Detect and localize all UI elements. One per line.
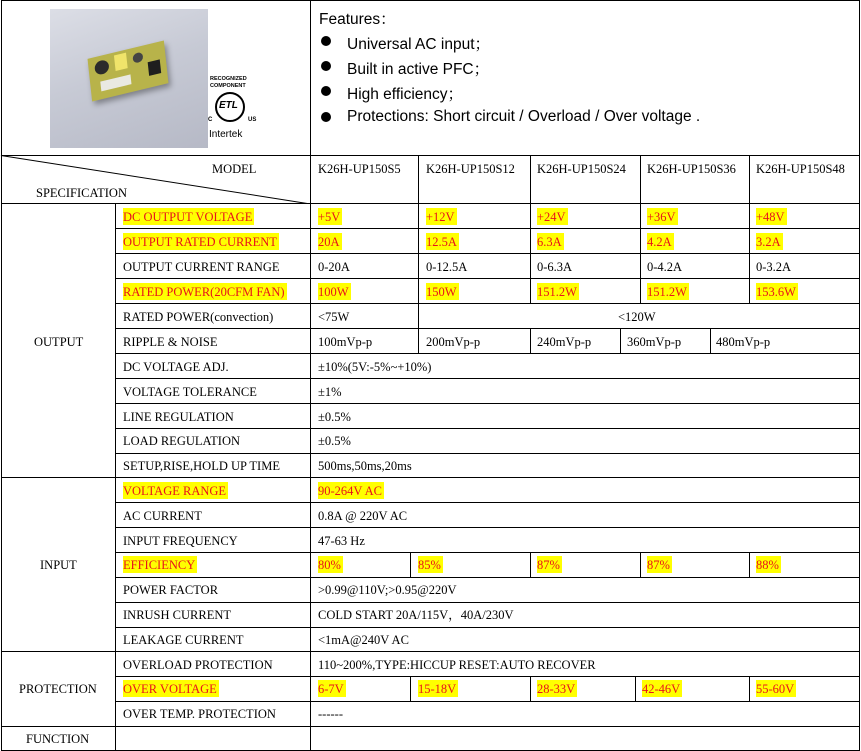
efficiency-value: 87%	[647, 558, 670, 572]
model-name: K26H-UP150S5	[318, 162, 401, 176]
model-name: K26H-UP150S12	[426, 162, 515, 176]
grid-line	[115, 453, 859, 454]
rated-power-fan-label: RATED POWER(20CFM FAN)	[123, 285, 285, 299]
grid-line	[1, 0, 2, 751]
voltage-tolerance-label: VOLTAGE TOLERANCE	[123, 385, 257, 399]
grid-line	[115, 428, 859, 429]
output-current-range-value: 0-6.3A	[537, 260, 573, 274]
grid-line	[418, 155, 419, 303]
over-voltage-label: OVER VOLTAGE	[123, 682, 217, 696]
etl-certification-mark	[208, 76, 258, 146]
value-cell	[318, 484, 384, 498]
value-cell	[318, 285, 351, 299]
grid-line	[635, 676, 636, 701]
output-current-range-value: 0-20A	[318, 260, 350, 274]
output-current-range-value: 0-12.5A	[426, 260, 468, 274]
row-label	[123, 558, 197, 572]
overload-protection-value: 110~200%,TYPE:HICCUP RESET:AUTO RECOVER	[318, 658, 596, 672]
value-cell	[426, 210, 457, 224]
power-factor-label: POWER FACTOR	[123, 583, 219, 597]
section-output: OUTPUT	[34, 335, 84, 349]
section-protection: PROTECTION	[19, 682, 97, 696]
over-voltage-value: 42-46V	[642, 682, 681, 696]
grid-line	[115, 552, 859, 553]
efficiency-value: 87%	[537, 558, 560, 572]
output-current-range-value: 0-3.2A	[756, 260, 792, 274]
grid-line	[115, 303, 859, 304]
grid-line	[310, 0, 311, 751]
dc-output-voltage-value: +24V	[537, 210, 566, 224]
value-cell	[318, 558, 343, 572]
value-cell	[647, 285, 689, 299]
features-title: Features：	[319, 11, 396, 28]
value-cell	[756, 285, 798, 299]
grid-line	[1, 651, 859, 652]
output-rated-current-value: 4.2A	[647, 235, 672, 249]
dc-output-voltage-value: +48V	[756, 210, 785, 224]
grid-line	[1, 726, 859, 727]
value-cell	[756, 235, 783, 249]
ripple-noise-value: 360mVp-p	[627, 335, 682, 349]
dc-output-voltage-label: DC OUTPUT VOLTAGE	[123, 210, 253, 224]
grid-line	[530, 552, 531, 577]
grid-line	[115, 328, 859, 329]
input-frequency-value: 47-63 Hz	[318, 534, 365, 548]
dc-output-voltage-value: +12V	[426, 210, 455, 224]
setup-time-value: 500ms,50ms,20ms	[318, 459, 412, 473]
output-rated-current-value: 20A	[318, 235, 340, 249]
efficiency-value: 88%	[756, 558, 779, 572]
rated-power-fan-value: 100W	[318, 285, 349, 299]
grid-line	[115, 701, 859, 702]
bullet-icon	[321, 36, 331, 46]
grid-line	[1, 0, 859, 1]
efficiency-label: EFFICIENCY	[123, 558, 196, 572]
value-cell	[426, 285, 459, 299]
product-photo	[50, 9, 208, 148]
output-rated-current-value: 6.3A	[537, 235, 562, 249]
ripple-noise-value: 240mVp-p	[537, 335, 592, 349]
efficiency-value: 80%	[318, 558, 341, 572]
grid-line	[620, 328, 621, 353]
rated-power-fan-value: 150W	[426, 285, 457, 299]
model-header: MODEL	[212, 162, 257, 176]
value-cell	[537, 210, 568, 224]
ripple-noise-value: 480mVp-p	[716, 335, 771, 349]
grid-line	[115, 203, 116, 751]
grid-line	[749, 552, 750, 577]
value-cell	[642, 682, 682, 696]
cert-c: C	[208, 117, 213, 123]
leakage-current-value: <1mA@240V AC	[318, 633, 409, 647]
value-cell	[647, 558, 672, 572]
grid-line	[1, 155, 859, 156]
value-cell	[537, 235, 564, 249]
rated-power-convection-value: <75W	[318, 310, 350, 324]
over-temp-protection-value: ------	[318, 707, 343, 721]
bullet-icon	[321, 112, 331, 122]
value-cell	[418, 682, 458, 696]
input-frequency-label: INPUT FREQUENCY	[123, 534, 238, 548]
grid-line	[115, 228, 859, 229]
value-cell	[426, 235, 459, 249]
dc-voltage-adj-label: DC VOLTAGE ADJ.	[123, 360, 229, 374]
model-name: K26H-UP150S36	[647, 162, 736, 176]
output-current-range-value: 0-4.2A	[647, 260, 683, 274]
grid-line	[115, 602, 859, 603]
feature-item: Protections: Short circuit / Overload / Over voltage .	[347, 108, 701, 125]
rated-power-fan-value: 151.2W	[537, 285, 577, 299]
grid-line	[115, 502, 859, 503]
dc-voltage-adj-value: ±10%(5V:-5%~+10%)	[318, 360, 432, 374]
value-cell	[537, 558, 562, 572]
grid-line	[115, 627, 859, 628]
overload-protection-label: OVERLOAD PROTECTION	[123, 658, 273, 672]
output-rated-current-value: 12.5A	[426, 235, 457, 249]
model-name: K26H-UP150S48	[756, 162, 845, 176]
ac-current-label: AC CURRENT	[123, 509, 202, 523]
bullet-icon	[321, 61, 331, 71]
grid-line	[640, 155, 641, 303]
value-cell	[537, 682, 577, 696]
value-cell	[647, 235, 674, 249]
grid-line	[859, 0, 860, 751]
grid-line	[115, 527, 859, 528]
rated-power-convection-label: RATED POWER(convection)	[123, 310, 274, 324]
value-cell	[756, 210, 787, 224]
output-rated-current-label: OUTPUT RATED CURRENT	[123, 235, 277, 249]
rated-power-fan-value: 153.6W	[756, 285, 796, 299]
rated-power-fan-value: 151.2W	[647, 285, 687, 299]
inrush-current-label: INRUSH CURRENT	[123, 608, 231, 622]
grid-line	[115, 403, 859, 404]
dc-output-voltage-value: +36V	[647, 210, 676, 224]
ripple-noise-label: RIPPLE & NOISE	[123, 335, 218, 349]
power-factor-value: >0.99@110V;>0.95@220V	[318, 583, 457, 597]
grid-line	[1, 203, 859, 204]
grid-line	[410, 552, 411, 577]
setup-time-label: SETUP,RISE,HOLD UP TIME	[123, 459, 280, 473]
output-rated-current-value: 3.2A	[756, 235, 781, 249]
ripple-noise-value: 200mVp-p	[426, 335, 481, 349]
grid-line	[115, 577, 859, 578]
value-cell	[418, 558, 443, 572]
value-cell	[318, 682, 346, 696]
over-voltage-value: 15-18V	[418, 682, 457, 696]
grid-line	[530, 676, 531, 701]
grid-line	[530, 328, 531, 353]
section-function: FUNCTION	[26, 732, 90, 746]
model-name: K26H-UP150S24	[537, 162, 626, 176]
intertek-label: Intertek	[209, 129, 243, 140]
grid-line	[115, 253, 859, 254]
grid-line	[710, 328, 711, 353]
inrush-current-value: COLD START 20A/115V，40A/230V	[318, 608, 514, 622]
line-regulation-value: ±0.5%	[318, 410, 351, 424]
grid-line	[1, 477, 859, 478]
value-cell	[318, 210, 342, 224]
row-label	[123, 285, 287, 299]
grid-line	[418, 303, 419, 328]
load-regulation-value: ±0.5%	[318, 434, 351, 448]
efficiency-value: 85%	[418, 558, 441, 572]
grid-line	[749, 676, 750, 701]
row-label	[123, 235, 279, 249]
dc-output-voltage-value: +5V	[318, 210, 341, 224]
ripple-noise-value: 100mVp-p	[318, 335, 373, 349]
output-current-range-label: OUTPUT CURRENT RANGE	[123, 260, 280, 274]
grid-line	[115, 378, 859, 379]
leakage-current-label: LEAKAGE CURRENT	[123, 633, 244, 647]
value-cell	[537, 285, 579, 299]
over-voltage-value: 55-60V	[756, 682, 795, 696]
feature-item: Built in active PFC；	[347, 61, 490, 78]
grid-line	[640, 552, 641, 577]
grid-line	[115, 353, 859, 354]
over-voltage-value: 6-7V	[318, 682, 344, 696]
line-regulation-label: LINE REGULATION	[123, 410, 234, 424]
cert-us: US	[248, 117, 257, 123]
grid-line	[530, 155, 531, 303]
value-cell	[756, 558, 781, 572]
row-label	[123, 484, 228, 498]
grid-line	[115, 278, 859, 279]
grid-line	[749, 155, 750, 303]
grid-line	[115, 676, 859, 677]
cert-recognized: RECOGNIZED	[210, 76, 247, 82]
value-cell	[647, 210, 678, 224]
voltage-tolerance-value: ±1%	[318, 385, 342, 399]
value-cell	[756, 682, 796, 696]
bullet-icon	[321, 86, 331, 96]
row-label	[123, 210, 254, 224]
section-input: INPUT	[40, 558, 77, 572]
etl-mark-text: ETL	[219, 100, 238, 111]
feature-item: Universal AC input；	[347, 36, 491, 53]
cert-component: COMPONENT	[210, 83, 246, 89]
grid-line	[410, 676, 411, 701]
ac-current-value: 0.8A @ 220V AC	[318, 509, 408, 523]
value-cell	[318, 235, 342, 249]
specification-header: SPECIFICATION	[36, 186, 127, 200]
load-regulation-label: LOAD REGULATION	[123, 434, 240, 448]
row-label	[123, 682, 219, 696]
over-temp-protection-label: OVER TEMP. PROTECTION	[123, 707, 276, 721]
over-voltage-value: 28-33V	[537, 682, 576, 696]
voltage-range-label: VOLTAGE RANGE	[123, 484, 227, 498]
rated-power-convection-value: <120W	[618, 310, 656, 324]
feature-item: High efficiency；	[347, 86, 464, 103]
voltage-range-value: 90-264V AC	[318, 484, 383, 498]
power-supply-board-image	[88, 40, 169, 101]
grid-line	[418, 328, 419, 353]
